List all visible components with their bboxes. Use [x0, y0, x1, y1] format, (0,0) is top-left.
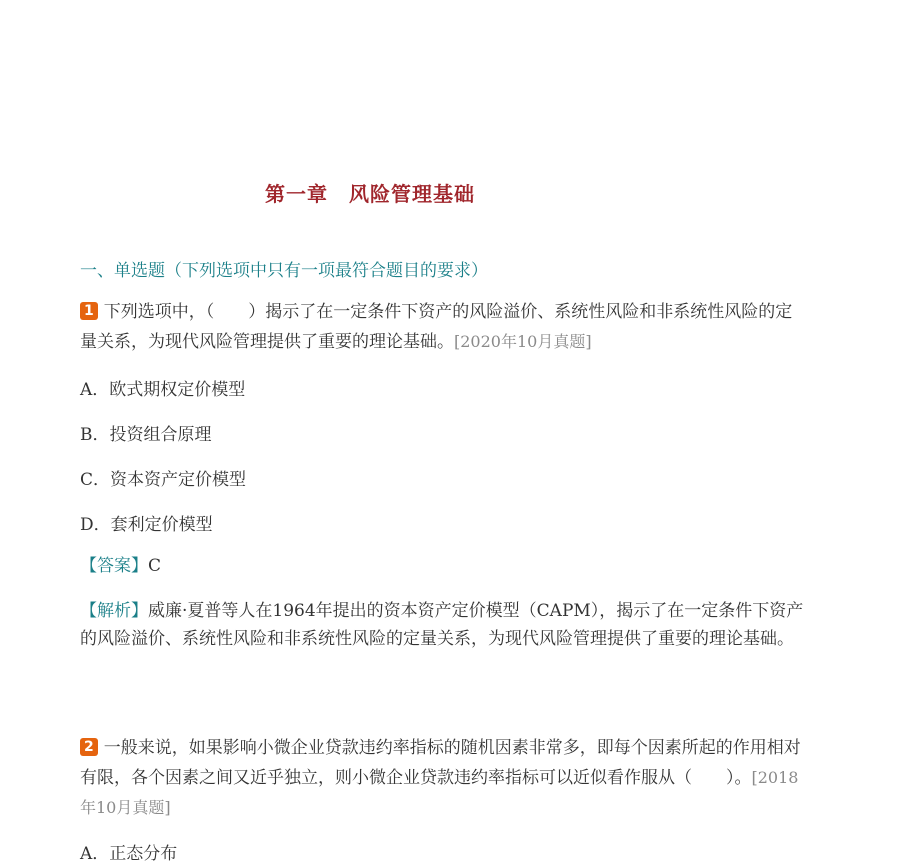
option-b: B．投资组合原理 — [80, 425, 212, 445]
option-c: C．资本资产定价模型 — [80, 470, 247, 490]
analysis-block — [80, 597, 805, 653]
question-2 — [80, 734, 805, 823]
question-source: [2020年10月真题] — [454, 332, 592, 351]
question-stem: 一般来说，如果影响小微企业贷款违约率指标的随机因素非常多，即每个因素所起的作用相对有限，各个因素之间又近乎独立，则小微企业贷款违约率指标可以近似看作服从（ ）。 — [80, 738, 801, 788]
question-number-badge: 1 — [80, 302, 98, 320]
option-a: A．欧式期权定价模型 — [80, 380, 246, 400]
section-heading: 一、单选题（下列选项中只有一项最符合题目的要求） — [80, 261, 488, 281]
option-a: A．正态分布 — [80, 844, 178, 864]
question-number-badge: 2 — [80, 738, 98, 756]
answer-label: 【答案】 — [80, 556, 148, 576]
question-1 — [80, 298, 805, 357]
option-d: D．套利定价模型 — [80, 515, 213, 535]
answer-value: C — [148, 556, 162, 576]
chapter-title: 第一章 风险管理基础 — [265, 182, 475, 206]
question-stem: 下列选项中，（ ）揭示了在一定条件下资产的风险溢价、系统性风险和非系统性风险的定量关系，为现代风险管理提供了重要的理论基础。 — [80, 302, 793, 352]
analysis-text: 威廉·夏普等人在1964年提出的资本资产定价模型（CAPM），揭示了在一定条件下资产的风险溢价、系统性风险和非系统性风险的定量关系，为现代风险管理提供了重要的理论基础。 — [80, 601, 804, 649]
question-source: [2018年10月真题] — [80, 768, 799, 817]
analysis-label: 【解析】 — [80, 601, 148, 621]
answer-line — [80, 552, 805, 580]
